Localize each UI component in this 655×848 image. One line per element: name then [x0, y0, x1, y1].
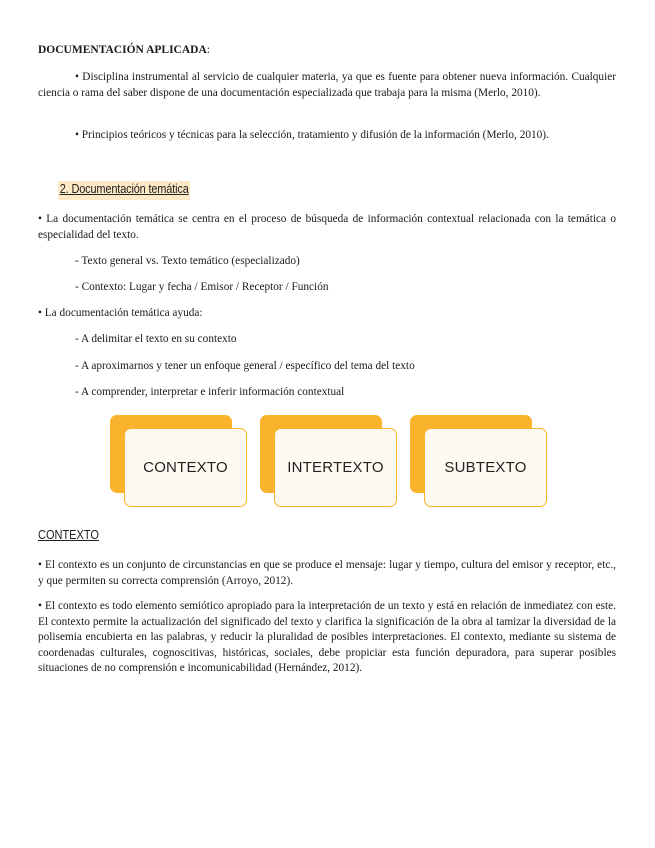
diagram-box-label: CONTEXTO	[124, 428, 247, 507]
ayuda-item: - A comprender, interpretar e inferir información contextual	[75, 386, 345, 398]
documentacion-aplicada-paragraph-1: • Disciplina instrumental al servicio de cualquier materia, ya que es fuente para obtener nueva información. Cualquier ciencia o rama del saber dispone de una documentación especializada que trabaja para la misma (Merlo, 2010).	[38, 71, 616, 99]
contexto-heading: CONTEXTO	[38, 528, 99, 542]
diagram-box-label: SUBTEXTO	[424, 428, 547, 507]
documentacion-aplicada-heading-text: DOCUMENTACIÓN APLICADA	[38, 44, 207, 56]
documentacion-aplicada-paragraph-2: • Principios teóricos y técnicas para la selección, tratamiento y difusión de la información (Merlo, 2010).	[75, 129, 549, 141]
contexto-paragraph-2: • El contexto es todo elemento semiótico apropiado para la interpretación de un texto y está en relación de inmediatez con este. El contexto permite la actualización del significado del texto y clarifica la significación de la obra al tamizar la diversidad de la polisemia encubierta en las palabras, y reducir la pluralidad de posibles interpretaciones. El contexto, mediante su sistema de coordenadas culturales, cognoscitivas, históricas, sociales, debe propiciar esta función depuradora, para superar posibles situaciones de no comprensión e incomunicabilidad (Hernández, 2012).	[38, 600, 616, 674]
documentacion-tematica-paragraph-2: • La documentación temática ayuda:	[38, 307, 203, 319]
diagram-box-contexto	[110, 415, 247, 508]
diagram-box-intertexto	[260, 415, 397, 508]
documentacion-aplicada-heading-colon: :	[206, 44, 210, 56]
diagram-box-subtexto	[410, 415, 547, 508]
contexto-paragraph-1: • El contexto es un conjunto de circunstancias en que se produce el mensaje: lugar y tiempo, cultura del emisor y receptor, etc., y que permiten su correcta comprensión (Arroyo, 2012).	[38, 559, 616, 587]
ayuda-item: - A delimitar el texto en su contexto	[75, 333, 237, 345]
documentacion-tematica-heading: 2. Documentación temática	[58, 181, 190, 200]
tematica-item: - Texto general vs. Texto temático (especializado)	[75, 255, 300, 267]
documentacion-aplicada-heading	[38, 43, 210, 59]
diagram-box-label: INTERTEXTO	[274, 428, 397, 507]
ayuda-item: - A aproximarnos y tener un enfoque general / específico del tema del texto	[75, 360, 415, 372]
tematica-item: - Contexto: Lugar y fecha / Emisor / Receptor / Función	[75, 281, 329, 293]
documentacion-tematica-paragraph-1: • La documentación temática se centra en el proceso de búsqueda de información contextual relacionada con la temática o especialidad del texto.	[38, 213, 616, 241]
